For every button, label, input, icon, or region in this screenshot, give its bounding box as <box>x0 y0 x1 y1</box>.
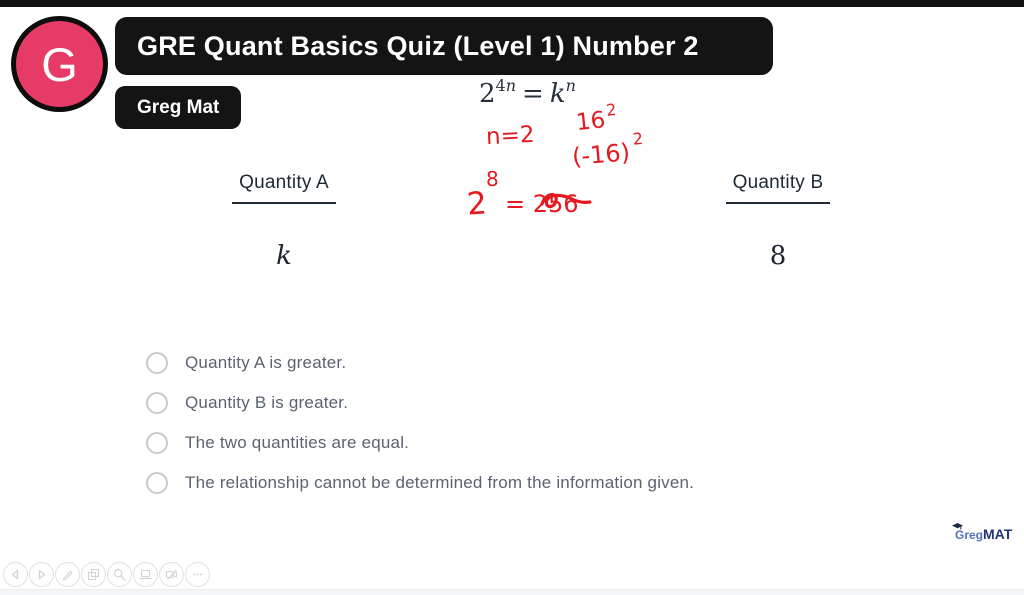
more-options-button[interactable] <box>185 562 210 587</box>
option-label: Quantity A is greater. <box>185 353 347 372</box>
video-camera-button[interactable] <box>159 562 184 587</box>
equation-rhs-base: k <box>549 79 566 109</box>
zoom-button[interactable] <box>107 562 132 587</box>
option-label: The two quantities are equal. <box>185 433 410 452</box>
avatar-letter: G <box>41 37 78 91</box>
annotation-toolbar <box>3 562 210 587</box>
option-label: The relationship cannot be determined from the information given. <box>185 473 695 492</box>
laptop-icon <box>139 568 152 581</box>
scribble-stroke <box>536 188 594 218</box>
pen-button[interactable] <box>55 562 80 587</box>
radio-button[interactable] <box>146 432 168 454</box>
handwriting-16-squared: 162 <box>574 99 618 137</box>
previous-arrow-icon <box>9 568 22 581</box>
handwriting-equals-256: = 256 <box>505 190 579 218</box>
graduation-cap-icon <box>952 523 963 531</box>
quiz-title: GRE Quant Basics Quiz (Level 1) Number 2 <box>115 17 773 75</box>
option-row-d[interactable] <box>146 472 694 494</box>
handwriting-neg-16-squared: (-16)2 <box>570 128 644 172</box>
laptop-button[interactable] <box>133 562 158 587</box>
option-row-c[interactable] <box>146 432 694 454</box>
radio-button[interactable] <box>146 472 168 494</box>
logo-text-mat: MAT <box>983 526 1013 542</box>
gregmat-logo <box>955 526 1012 544</box>
radio-button[interactable] <box>146 352 168 374</box>
logo-text-greg: Greg <box>955 528 984 542</box>
channel-avatar[interactable] <box>11 16 108 112</box>
next-button[interactable] <box>29 562 54 587</box>
answer-options <box>146 352 694 512</box>
quantity-b-label: Quantity B <box>726 172 830 204</box>
option-row-b[interactable] <box>146 392 694 414</box>
bottom-strip <box>0 589 1024 595</box>
equation-rhs-exp: n <box>565 76 576 95</box>
quantity-b-header <box>726 172 830 204</box>
previous-button[interactable] <box>3 562 28 587</box>
radio-button[interactable] <box>146 392 168 414</box>
top-black-bar <box>0 0 1024 7</box>
copy-icon <box>87 568 100 581</box>
quantity-b-value: 8 <box>769 241 787 271</box>
channel-name-badge: Greg Mat <box>115 86 241 129</box>
handwriting-exponent-8: 8 <box>486 167 499 191</box>
quantity-a-label: Quantity A <box>232 172 336 204</box>
handwriting-n-equals-2: n=2 <box>485 121 536 151</box>
quantity-a-header <box>232 172 336 204</box>
equation-lhs-exp-var: n <box>505 76 517 95</box>
video-camera-icon <box>165 568 178 581</box>
zoom-icon <box>113 568 126 581</box>
option-row-a[interactable] <box>146 352 694 374</box>
quantity-a-value: k <box>276 241 292 271</box>
equation-lhs-base: 2 <box>479 79 496 109</box>
handwriting-base-2: 2 <box>465 185 488 223</box>
more-options-icon <box>191 568 204 581</box>
equation-equals: = <box>522 79 544 109</box>
equation-lhs-exp-num: 4 <box>495 76 506 95</box>
copy-button[interactable] <box>81 562 106 587</box>
question-equation <box>479 76 576 109</box>
pen-icon <box>61 568 74 581</box>
next-arrow-icon <box>35 568 48 581</box>
option-label: Quantity B is greater. <box>185 393 349 412</box>
